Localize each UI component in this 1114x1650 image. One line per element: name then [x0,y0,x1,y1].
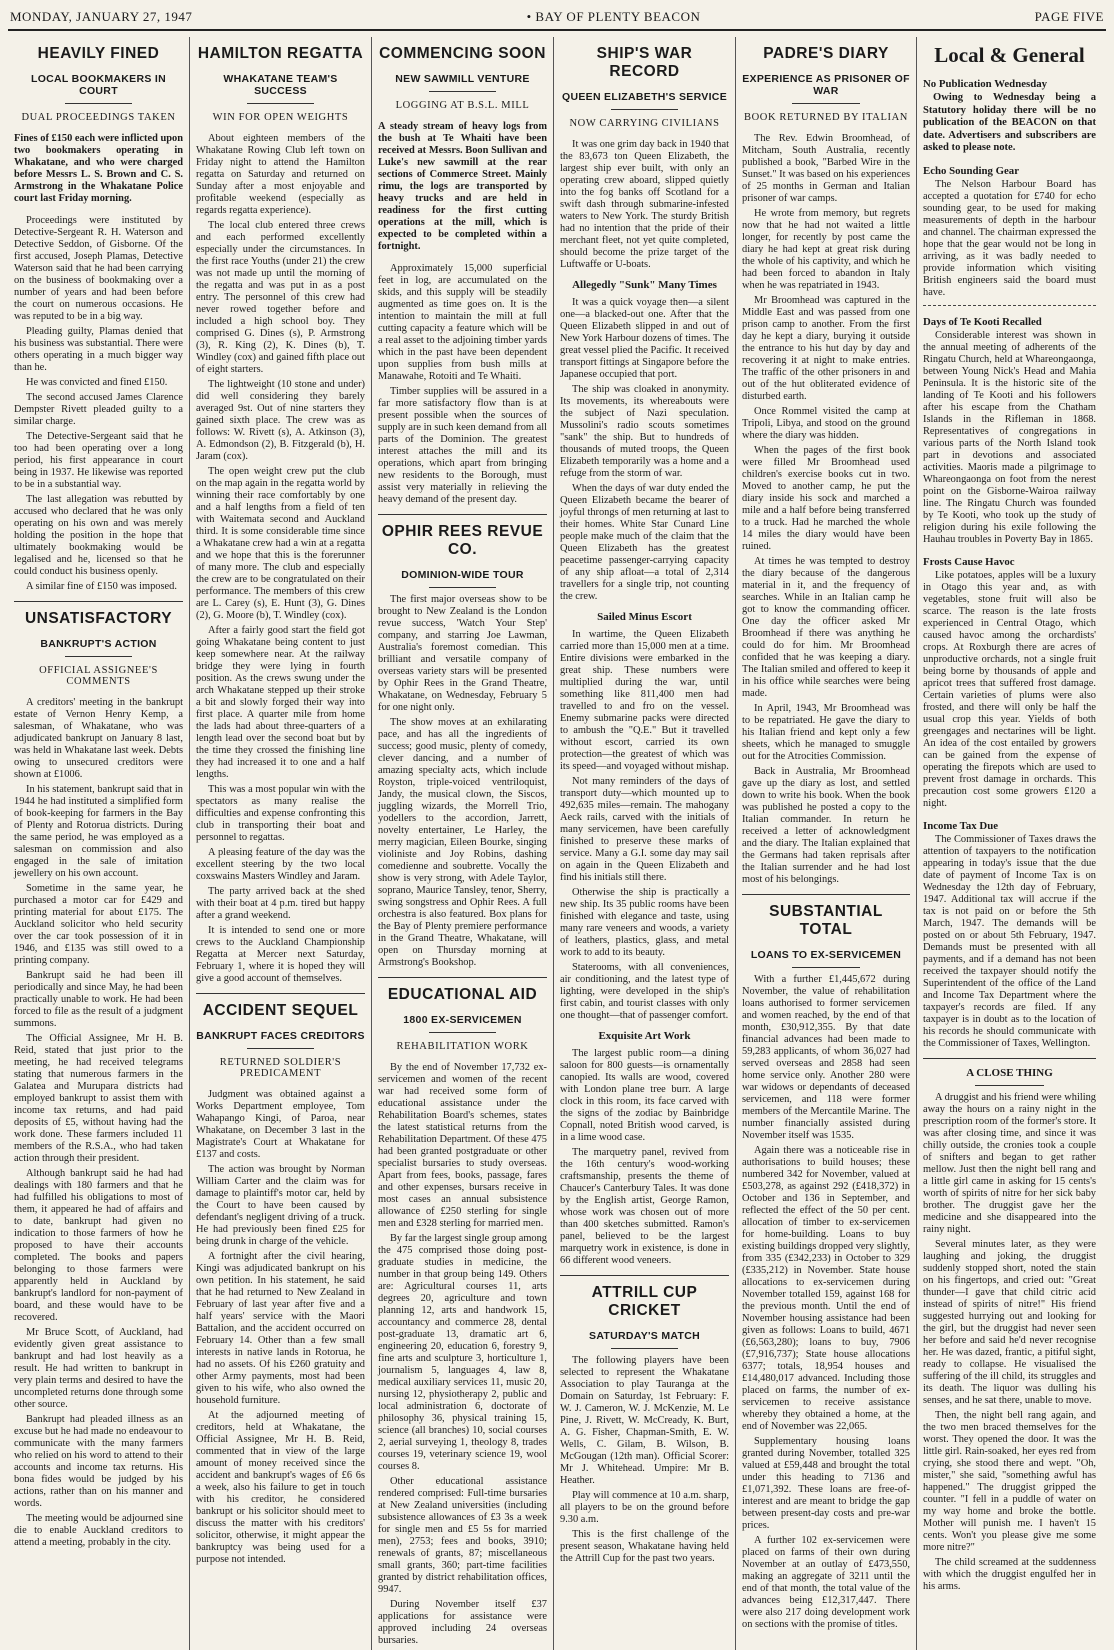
column-5 [736,37,917,1650]
paragraph: A druggist and his friend were whiling away the hours on a rainy night in the prescription room of the former's store. It was after closing time, and since it was chilly outside, the cronies took a couple of snifters and began to get rather mellow. Just then the night bell rang and a little girl came in asking for 15 cents's worth of spirits of nitre for her sick baby brother. The druggist gave her the medicine and she disappeared into the rainy night. [923,1091,1096,1235]
paragraph: Approximately 15,000 superficial feet in log, are accumulated on the skids, and this supply will be steadily augmented as time goes on. It is the intention to maintain the mill at full cutting capacity a feature which will be a real asset to the adjoining timber yards which in the past have been dependent upon supplies from bush mills at Manawahe, Rotoiti and Te Whaiti. [378,263,547,382]
article-subhead: BANKRUPT'S ACTION [40,638,157,650]
divider [378,514,547,515]
newspaper-name: • BAY OF PLENTY BEACON [527,9,701,25]
divider [429,91,497,92]
paragraph: With a further £1,445,672 during November, the value of rehabilitation loans authorised to former servicemen and women reached, by the end of that month, £30,912,355. By that date financial advances had been made to 59,283 applicants, of whom 36,027 had served overseas and 2858 had seen home service only. Another 280 were war widows or dependants of deceased servicemen, and 118 were former members of the Mercantile Marine. The number financially assisted during November itself was 1535. [742,974,910,1141]
paragraph: Again there was a noticeable rise in authorisations to build houses; these numbered 342 for November, valued at £503,278, as against 292 (£418,372) in October and 136 in September, and reflected the effect of the 50 per cent. allocation of timber to ex-servicemen for home-building. Loans to buy existing buildings dropped very slightly, from 335 (£342,233) in October to 329 (£335,212) in November. State house allocations to ex-servicemen during November totalled 159, against 168 for the previous month. Until the end of November housing assistance had been given as follows: Loans to build, 4671 (£6,563,280); loans to buy, 7906 (£7,916,737); State house allocations 6377; totals, 18,954 houses and £14,480,017 advanced. Including those placed on farms, the number of ex-servicemen to receive assistance whereby they obtained a home, at the end of November was 22,065. [742,1145,910,1432]
paragraph: This was a most popular win with the spectators as many realise the difficulties and expense confronting this club in transporting their boat and personnel to regattas. [196,784,365,843]
paragraph: Bankrupt said he had been ill periodically and since May, he had been practically unable to work. He had been forced to file as the result of a judgment summons. [14,970,183,1029]
paragraph: At the adjourned meeting of creditors, held at Whakatane, the Official Assignee, Mr H. B. Reid, commented that in view of the large amount of money received since the accident and bankrupt's wages of £6 6s a week, also his failure to get in touch with his creditor, he considered bankrupt or his solicitor should meet to discuss the matter with his creditors' solicitor, otherwise, it might appear the bankruptcy was being used for a purpose not intended. [196,1410,365,1565]
divider [65,656,133,657]
paragraph: Bankrupt had pleaded illness as an excuse but he had made no endeavour to communicate with the many farmers who relied on his word to attend to their accounts and income tax returns. His bona fides would be judged by his actions, rather than on his manner and words. [14,1414,183,1509]
divider [65,103,133,104]
article-headline: SUBSTANTIAL TOTAL [769,903,883,938]
paragraph: A creditors' meeting in the bankrupt estate of Vernon Henry Kemp, a salesman, of Whakatane, who was adjudicated bankrupt on January 8 last, was held in Whakatane last week. Debts owing to unsecured creditors were shown at £1006. [14,697,183,780]
paragraph: Sometime in the same year, he purchased a motor car for £429 and printing material for about £175. The Auckland solicitor who held security over the car took possession of it in 1946, and £135 was still owed to a printing company. [14,883,183,966]
article-subhead-2: LOGGING AT B.S.L. MILL [395,100,530,111]
column-1 [8,37,190,1650]
article-subhead-2: RETURNED SOLDIER'S PREDICAMENT [219,1057,342,1079]
divider [975,1085,1044,1086]
paragraph: He wrote from memory, but regrets now that he had not waited a little longer, for recently by post came the diary he had kept at great risk during the whole of his captivity, and which he had been forced to abandon in Italy when he was repatriated in 1943. [742,208,910,291]
paragraph: The lightweight (10 stone and under) did well considering they barely averaged 9st. Out of nine starters they gained sixth place. The crew was as follows: W. Rivett (s), A. Atkinson (3), A. Edmondson (2), B. Fitzgerald (b), H. Jaram (cox). [196,379,365,462]
article-headline: OPHIR REES REVUE CO. [381,523,544,558]
paragraph: The Detective-Sergeant said that he too had been operating over a long period, his first appearance in court being in 1937. He likewise was reported to be in a substantial way. [14,431,183,490]
paragraph: About eighteen members of the Whakatane Rowing Club left town on Friday night to attend the Hamilton regatta on Saturday and returned on Sunday after a most enjoyable and profitable weekend (especially as regards regatta experience). [196,133,365,216]
divider [611,109,679,110]
divider [429,1032,497,1033]
article-headline: ACCIDENT SEQUEL [202,1002,359,1019]
paragraph: A pleasing feature of the day was the excellent steering by the two local coxswains Masters Windley and Jaram. [196,847,365,882]
paragraph: Staterooms, with all conveniences, air conditioning, and the latest type of lighting, were developed in the ship's first cabin, and tourist classes with only one thought—that of passenger comfort. [560,962,729,1021]
article-headline: EDUCATIONAL AID [387,986,538,1003]
article-subhead: EXPERIENCE AS PRISONER OF WAR [742,73,910,97]
article-subhead-2: WIN FOR OPEN WEIGHTS [212,112,349,123]
paragraph: The marquetry panel, revived from the 16th century's wood-working craftsmanship, presents the theme of Chaucer's Canterbury Tales. It was done by the English artist, George Ramon, whose work was chosen out of more than 400 sketches submitted. Ramon's panel, believed to be the largest marquetry work in existence, is done in 66 different wood veneers. [560,1147,729,1266]
article-subhead: BANKRUPT FACES CREDITORS [196,1030,365,1042]
paragraph: Several minutes later, as they were laughing and joking, the druggist suddenly stopped short, noted the stain on his fingertops, and cried out: "Great thunder—I gave that child citric acid instead of spirits of nitre!" His friend suggested hurrying out and looking for the girl, but the druggist had never seen her before and said he'd never recognise her. He was dazed, frantic, a pitiful sight, ready to collapse. He visualised the suffering of the ill child, its struggles and its death. The liquor was dulling his senses, and he sat there, unable to move. [923,1238,1096,1406]
article-subhead: DOMINION-WIDE TOUR [401,569,524,581]
article-headline: HEAVILY FINED [37,45,160,62]
item-heading: Frosts Cause Havoc [923,555,1015,568]
paragraph: Play will commence at 10 a.m. sharp, all players to be on the ground before 9.30 a.m. [560,1490,729,1525]
paragraph: During November itself £37 applications for assistance were approved including 24 overseas bursaries. [378,1599,547,1646]
divider [196,993,365,994]
item-text: The Nelson Harbour Board has accepted a quotation for £740 for echo sounding gear, to be used for making measurements of depth in the harbour and channel. The chairman expressed the hope that the gear would not be long in arriving, as it was badly needed to provide information which visiting British engineers said the board must have. [923,178,1096,298]
article-subhead-2: DUAL PROCEEDINGS TAKEN [21,112,176,123]
item-heading: Days of Te Kooti Recalled [923,315,1042,328]
divider [611,1348,679,1349]
paragraph: He was convicted and fined £150. [26,377,168,388]
paragraph: Once Rommel visited the camp at Tripoli, Libya, and stood on the ground where the diary was hidden. [742,406,910,441]
article-subhead-2: BOOK RETURNED BY ITALIAN [744,112,908,123]
divider [378,977,547,978]
issue-date: MONDAY, JANUARY 27, 1947 [10,9,193,24]
article-subhead: 1800 EX-SERVICEMEN [403,1014,522,1026]
article-subhead-2: OFFICIAL ASSIGNEE'S COMMENTS [39,665,158,687]
paragraph: The open weight crew put the club on the map again in the regatta world by winning their race comfortably by one and a half lengths from a field of ten with Waitemata second and Auckland third. It is some considerable time since a Whakatane crew had a win at a regatta and we hope that this is the forerunner of many more. The club and especially the crew are to be congratulated on their performance. The members of this crew are L. Carey (s), E. Hunt (3), G. Dines (2), G. Moore (b), T. Windley (cox). [196,466,365,621]
paragraph: Then, the night bell rang again, and the two men braced themselves for the worst. They opened the door. It was the little girl. Rain-soaked, her eyes red from crying, she stood there and wept. "Oh, mister," she said, "something awful has happened." The druggist gripped the counter. "I fell in a puddle of water on my way home and broke the bottle. Mother will punish me. I haven't 15 cents. Won't you please give me some more nitre?" [923,1409,1096,1553]
paragraph: Mr Bruce Scott, of Auckland, had evidently given great assistance to bankrupt and had lost heavily as a result. He had written to bankrupt in very plain terms and desired to have the uncompleted returns done through some other source. [14,1327,183,1410]
divider [923,305,1096,306]
column-4 [554,37,736,1650]
column-3 [372,37,554,1650]
article-headline: PADRE'S DIARY [763,45,889,62]
article-lead: Fines of £150 each were inflicted upon two bookmakers operating in Whakatane, and who were charged before Messrs L. S. Brown and C. S. Armstrong in the Whakatane Police court last Friday morning. [14,133,183,204]
paragraph: The last allegation was rebutted by accused who declared that he was only operating on his own and was merely holding the position in the hope that ultimately bookmaking would be legalised and he, licensed so that he could conduct his business openly. [14,494,183,577]
paragraph: In wartime, the Queen Elizabeth carried more than 15,000 men at a time. Entire divisions were embarked in the great ship. These numbers were multiplied during the war, until something like 811,400 men had travelled to and fro on the vessel. Enemy submarine packs were directed to ambush the "Q.E." But it travelled without escort, carried its own protection—the greatest of which was its speed—and voyaged without mishap. [560,629,729,772]
article-subhead: SATURDAY'S MATCH [589,1330,700,1342]
column-2 [190,37,372,1650]
article-headline: ATTRILL CUP CRICKET [591,1284,698,1319]
divider [792,103,859,104]
item-text: The Commissioner of Taxes draws the attention of taxpayers to the notification appearing in today's issue that the due date of payment of Income Tax is on Wednesday the 12th day of February, 1947. Additional tax will accrue if the tax is not paid on or before the 5th March, 1947. The demands will be posted on or about 5th February, 1947. Demands must be presented with all payments, and if a demand has not been received the taxpayer should notify the Superintendent of the office of the Land and Income Tax Department where the taxpayer's records are filed. If any taxpayer is in doubt as to the location of his records he should communicate with the Commissioner of Taxes, Wellington. [923,833,1096,1049]
paragraph: Proceedings were instituted by Detective-Sergeant R. H. Waterson and Detective Seddon, of Gisborne. Of the first accused, Joseph Plamas, Detective Waterson said that he had been carrying on the business of bookmaking over a number of years and had been before the court on numerous occasions. He was reputed to be in a big way. [14,215,183,322]
paragraph: The second accused James Clarence Dempster Rivett pleaded guilty to a similar charge. [14,392,183,427]
notice-heading: No Publication Wednesday [923,78,1047,90]
article-subhead: WHAKATANE TEAM'S SUCCESS [223,73,338,97]
article-subhead-2: REHABILITATION WORK [396,1041,529,1052]
paragraph: Supplementary housing loans granted during November, totalled 325 valued at £59,448 and brought the total under this heading to 7136 and £1,071,392. These loans are free-of-interest and are meant to bridge the gap between present-day costs and pre-war prices. [742,1436,910,1531]
columns [8,37,1106,1646]
page-number: PAGE FIVE [1034,9,1104,24]
story-headline: A CLOSE THING [966,1066,1053,1079]
column-6 [917,37,1102,1650]
article-subhead: NEW SAWMILL VENTURE [395,73,530,85]
paragraph: The child screamed at the suddenness with which the druggist engulfed her in his arms. [923,1556,1096,1592]
paragraph: Mr Broomhead was captured in the Middle East and was passed from one prison camp to another. From the first day he kept a diary, burying it outside the entrance to his hut day by day and recovering it at night to make entries. The traffic of the other prisoners in and out of the hut obliterated evidence of disturbed earth. [742,295,910,402]
paragraph: The local club entered three crews and each performed excellently especially under the circumstances. In the first race Youths (under 21) the crew was not made up until the morning of the regatta and was put in as a post entry. The personnel of this crew had never rowed together before and included a high school boy. They comprised G. Dines (s), P. Armstrong (3), R. King (2), K. Dines (b), T. Windley (cox) and gained fifth place out of eight starters. [196,220,365,375]
paragraph: Otherwise the ship is practically a new ship. Its 35 public rooms have been finished with elegance and taste, using many rare veneers and woods, a variety of leathers, plastics, glass, and metal work to add to its beauty. [560,887,729,958]
paragraph: The Rev. Edwin Broomhead, of Mitcham, South Australia, recently published a book, "Barbed Wire in the Sunset." It was based on his experiences of 25 months in German and Italian prisoner of war camps. [742,133,910,204]
paragraph: At times he was tempted to destroy the diary because of the dangerous material in it, and the frequency of searches. While in an Italian camp he got to know the commanding officer. One day the officer asked Mr Broomhead if there was anything he could do for him. Mr Broomhead confided that he was keeping a diary. The Italian smiled and offered to keep it in his office while searches were being made. [742,556,910,699]
paragraph: In his statement, bankrupt said that in 1944 he had instituted a simplified form of book-keeping for farmers in the Bay of Plenty and Rotorua districts. During the same period, he was employed as a salesman on commission and also engaged in the sale of imitation jewellery on his own account. [14,784,183,879]
paragraph: The Official Assignee, Mr H. B. Reid, stated that just prior to the meeting, he had received telegrams stating that numerous farmers in the Galatea and Murupara districts had employed bankrupt to assist them with income tax returns, and had paid deposits of £5, without having had the work done. These farmers included 11 members of the R.S.A., who had taken action through their president. [14,1033,183,1164]
paragraph: Not many reminders of the days of transport duty—which mounted up to 492,635 miles—remain. The mahogany Aeck rails, carved with the initials of many servicemen, have been carefully finished to preserve these marks of service. Many a G.I. some day may sail on again in the Queen Elizabeth and find his initials still there. [560,776,729,883]
article-headline: HAMILTON REGATTA [197,45,364,62]
paragraph: After a fairly good start the field got going Whakatane being content to just keep somewhere near. At the railway bridge they were lying in fourth position. As the crews swung under the arch Whakatane stepped up their stroke a bit and slowly forged their way into first place. A quarter mile from home the lads had about three-quarters of a length lead over the second boat but by the time they crossed the finishing line they had increased it to one and a half lengths. [196,625,365,780]
paragraph: When the pages of the first book were filled Mr Broomhead used children's exercise books cut in two. Moved to another camp, he put the diary inside his sock and marched a mile and a half before being transferred to a truck. Had he marched the whole 14 miles the diary would have been ruined. [742,445,910,552]
article-headline: SHIP'S WAR RECORD [596,45,693,80]
divider [247,1048,315,1049]
item-text: Like potatoes, apples will be a luxury in Otago this year and, as with vegetables, stone fruit will also be scarce. The reason is the late frosts experienced in Central Otago, which caused havoc among the orchardists' crops. At Roxburgh there are acres of unproductive orchards, not a single fruit being borne by thousands of apple and apricot trees that suffered frost damage. Certain varieties of plums were also frosted, and there will only be half the usual crop this year. Yields of both greengages and nectarines will be light. An idea of the cost entailed by growers can be gained from the expense of operating the firepots which are used to prevent frost damage in orchards. This precaution cost some growers £120 a night. [923,569,1096,809]
divider [923,1058,1096,1059]
paragraph: Back in Australia, Mr Broomhead gave up the diary as lost, and settled down to write his book. When the book was published he posted a copy to the Italian commander. In return he received a letter of acknowledgment and the diary. The Italian explained that the Germans had taken reprisals after the Italian surrender and he had lost most of his belongings. [742,766,910,885]
divider [742,894,910,895]
local-general-headline: Local & General [934,43,1085,67]
article-subhead: QUEEN ELIZABETH'S SERVICE [562,91,727,103]
divider [247,103,315,104]
paragraph: The ship was cloaked in anonymity. Its movements, its whereabouts were the subject of Nazi speculation. Mussolini's radio scouts sometimes "sank" the ship. But to hundreds of thousands of muted troops, the Queen Elizabeth temporarily was a home and a refuge from the storm of war. [560,384,729,479]
paragraph: By far the largest single group among the 475 comprised those doing post-graduate studies in medicine, the number in that group being 149. Others are: Agricultural courses 11, arts degrees 20, agriculture and town planning 12, arts and handwork 15, accountancy and commerce 28, dental post-graduate 13, dramatic art 6, engineering 20, education 6, forestry 9, fine arts and sculpture 3, horticulture 1, journalism 5, languages 4, law 8, medical auxiliary services 11, music 20, nursing 12, physiotherapy 2, public and local administration 6, doctorate of philosophy 36, physical training 15, science (all branches) 10, social courses 2, aerial surveying 1, theology 8, trades courses 19, veterinary science 19, wool courses 8. [378,1233,547,1472]
divider [560,1275,729,1276]
paragraph: It is intended to send one or more crews to the Auckland Championship Regatta at Mercer next Saturday, February 1, where it is hoped they will give a good account of themselves. [196,925,365,984]
paragraph: A fortnight after the civil hearing, Kingi was adjudicated bankrupt on his own petition. In his statement, he said that he had returned to New Zealand in February of last year after five and a half years' service with the Maori Battalion, and the accident occurred on February 14. Other than a few small interests in native lands in Rotorua, he had no assets. Of his £260 gratuity and other Army payments, most had been given to his wife, who also owned the household furniture. [196,1251,365,1406]
article-headline: UNSATISFACTORY [24,610,173,627]
section-heading: Sailed Minus Escort [597,611,692,623]
paragraph: The following players have been selected to represent the Whakatane Association to play Tauranga at the Domain on Saturday, 1st February: F. W. J. Cameron, W. J. McKenzie, M. Le Pine, J. Rivett, W. McCready, K. Burt, A. G. Fisher, Chapman-Smith, E. W. Wells, C. Gilam, B. Wilson, B. McGougan (12th man). Official Scorer: Mr J. Whitehead. Umpire: Mr B. Heather. [560,1355,729,1486]
item-text: Considerable interest was shown in the annual meeting of adherents of the Ringatu Church, held at Whareongaonga, between Young Nick's Head and Mahia Peninsula. It is the historic site of the landing of Te Kooti and his followers after his escape from the Chatham Islands in the Rifleman in 1868. Representatives of congregations in various parts of the North Island took part in devotions and associated activities. Maoris made a pilgrimage to Whareongaonga on foot from the nerest point on the Gisborne-Wairoa railway line. The Ringatu Church was founded by Te Kooti, who took up the study of religion during his exile following the Hauhau troubles in Poverty Bay in 1865. [923,329,1096,545]
paragraph: A similar fine of £150 was imposed. [26,581,177,592]
divider [14,601,183,602]
notice-text: Owing to Wednesday being a Statutory holiday there will be no publication of the BEACON on that date. Advertisers and subscribers are asked to please note. [923,92,1096,153]
item-heading: Echo Sounding Gear [923,164,1019,177]
paragraph: Timber supplies will be assured in a far more satisfactory flow than is at present possible when the sources of supply are in such keen demand from all parts of the Dominion. The greatest interest attaches the mill and its operations, which apart from bringing new residents to the Borough, must assist very materially in relieving the heavy demand of the present day. [378,386,547,505]
paragraph: The show moves at an exhilarating pace, and has all the ingredients of success; good music, plenty of comedy, clever dancing, and a number of amazing specialty acts, which include Royston, triple-voiced ventriloquist, Jandy, the musical clown, the Siscos, juggling wizards, the Morrell Trio, yodellers to the accordion, Jarrett, novelty entertainer, Le Harley, the merry magician, Eileen Bourke, singing violiniste and Joy Robins, dashing comedienne and soubrette. Vocally the show is very strong, with Adele Taylor, soprano, Maurice Tansley, tenor, Sherry, swing songstress and Ophir Rees. A full orchestra is also featured. Box plans for the Bay of Plenty premiere performance in the Grand Theatre, Whakatane, will open on Thursday morning at Armstrong's Bookshop. [378,717,547,968]
paragraph: Judgment was obtained against a Works Department employee, Tom Wahapango Kingi, of Paroa, near Whakatane, on December 3 last in the Magistrate's Court at Whakatane for £137 and costs. [196,1089,365,1160]
paragraph: The action was brought by Norman William Carter and the claim was for damage to plaintiff's motor car, held by the Court to have been caused by defendant's negligent driving of a truck. He had previously been fined £25 for being drunk in charge of the vehicle. [196,1164,365,1247]
paragraph: Pleading guilty, Plamas denied that his business was substantial. There were others operating in a much bigger way than he. [14,326,183,373]
paragraph: The first major overseas show to be brought to New Zealand is the London revue success, 'Watch Your Step' company, and starring Joe Lawman, Australia's foremost comedian. This brilliant and versatile company of overseas variety stars will be presented by Ophir Rees in the Grand Theatre, Whakatane, on Wednesday, February 5 for one night only. [378,594,547,713]
paragraph: Other educational assistance rendered comprised: Full-time bursaries at New Zealand universities (including subsistence allowances of £3 3s a week for single men and £5 5s for married men), 2753; fees and books, 3910; renewals of grants, 87; miscellaneous small grants, 360; part-time facilities granted by district rehabilitation offices, 9947. [378,1476,547,1595]
paragraph: When the days of war duty ended the Queen Elizabeth became the bearer of joyful throngs of men returning at last to their homes. White Star Cunard Line people make much of the claim that the Queen Elizabeth has the greatest peacetime passenger-carrying capacity of any ship afloat—a total of 2,314 travellers for a single trip, not counting the crew. [560,483,729,602]
paragraph: The party arrived back at the shed with their boat at 4 p.m. tired but happy after a grand weekend. [196,886,365,921]
paragraph: The largest public room—a dining saloon for 800 guests—is ornamentally canopied. Its walls are wood, covered with London plane tree burr. A large clock in this room, its face carved with the signs of the zodiac by Bainbridge Copnall, noted British wood carved, is in a lime wood case. [560,1048,729,1143]
divider [792,967,859,968]
item-heading: Income Tax Due [923,819,998,832]
section-heading: Exquisite Art Work [598,1030,691,1042]
article-subhead: LOCAL BOOKMAKERS IN COURT [30,73,166,97]
paragraph: It was a quick voyage then—a silent one—a blacked-out one. After that the Queen Elizabeth slipped in and out of New York Harbour dozens of times. The great vessel plied the Pacific. It received transport fittings at Singapore before the Japanese occupied that port. [560,297,729,380]
section-heading: Allegedly "Sunk" Many Times [572,279,717,291]
paragraph: In April, 1943, Mr Broomhead was to be repatriated. He gave the diary to his Italian friend and kept only a few sheets, which he managed to smuggle out for the Atrocities Commission. [742,703,910,762]
paragraph: By the end of November 17,732 ex-servicemen and women of the recent war had received some form of educational assistance under the Rehabilitation Board's schemes, states the latest statistical returns from the Rehabilitation Department. Of these 475 had been granted postgraduate or other specialist bursaries to study overseas. Apart from fees, books, passage, fares and other expenses, bursars receive in most cases an annual subsistence allowance of £250 sterling for single men and £328 sterling for married men. [378,1062,547,1229]
article-headline: COMMENCING SOON [379,45,546,62]
paragraph: Although bankrupt said he had had dealings with 180 farmers and that he had fulfilled his obligations to most of them, it appeared he had of affairs and to date, bankrupt had given no indication to those farmers of how he proposed to have their accounts completed. The books and papers belonging to those farmers were apparently held in Auckland by bankrupt's landlord for non-payment of board, and these would have to be recovered. [14,1168,183,1323]
masthead [8,6,1106,31]
article-lead: A steady stream of heavy logs from the bush at Te Whaiti have been received at Messrs. Boon Sullivan and Luke's new sawmill at the rear sections of Commerce Street. Mainly rimu, the logs are transported by heavy trucks and are held in readiness for the first cutting operations at the mill, which is expected to be completed within a fortnight. [378,121,547,252]
paragraph: It was one grim day back in 1940 that the 83,673 ton Queen Elizabeth, the largest ship ever built, with only an operating crew aboard, slipped quietly into the fog banks off Scotland for a swift dash through submarine-infested waters to New York. The sturdy British had no intention that the pride of their merchant fleet, not yet quite completed, should become the prize target of the Luftwaffe or U-boats. [560,139,729,270]
article-subhead: LOANS TO EX-SERVICEMEN [750,949,902,961]
paragraph: The meeting would be adjourned sine die to enable Auckland creditors to attend a meeting, probably in the city. [14,1513,183,1548]
article-subhead-2: NOW CARRYING CIVILIANS [569,118,720,129]
paragraph: This is the first challenge of the present season, Whakatane having held the Attrill Cup for the past two years. [560,1529,729,1564]
paragraph: A further 102 ex-servicemen were placed on farms of their own during November at an outlay of £473,550, making an aggregate of 3211 until the end of that month, the total value of the advances being £12,317,447. There were also 217 doing development work on sections with the promise of titles. [742,1535,910,1630]
divider [429,587,497,588]
